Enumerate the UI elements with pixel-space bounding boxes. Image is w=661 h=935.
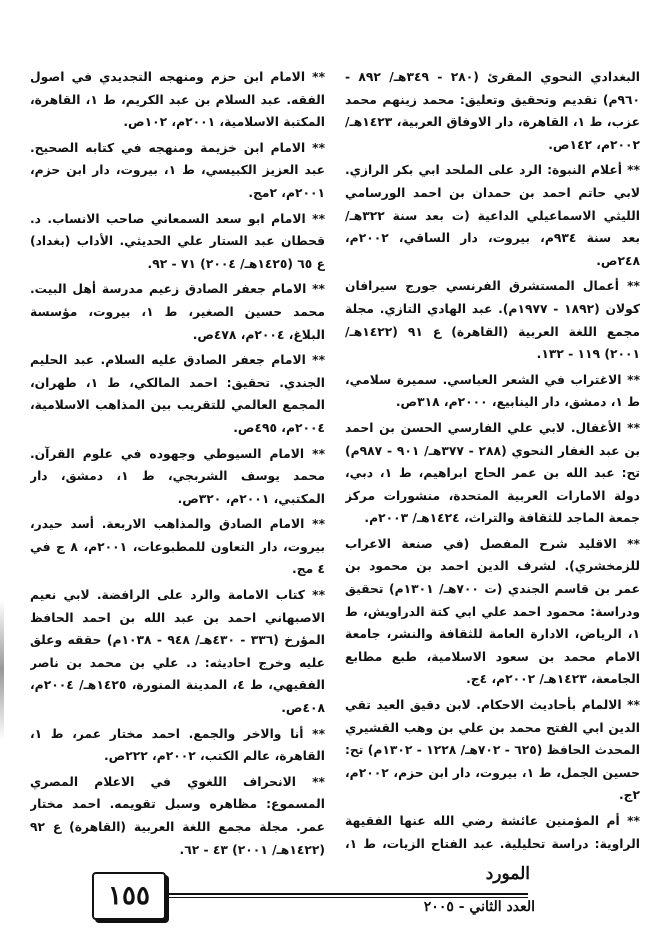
bibliography-entry: ** الامام جعفر الصادق عليه السلام. عبد الحليم الجندي. تحقيق: احمد المالكي، ط ١، طهران، المجمع العالمي للتقريب بين المذاهب الاسلامية، ٢٠٠٤م، ٤٩٥ص. <box>30 353 325 435</box>
bibliography-entry: ** الانحراف اللغوي في الاعلام المصري المسموع: مظاهره وسبل تقويمه. احمد مختار عمر. مجلة مجمع اللغة العربية (القاهرة) ع ٩٢ (١٤٢٢هـ/ ٢٠٠١) ٤٣ - ٦٢. <box>30 774 325 856</box>
issue-label: العدد الثاني - ٢٠٠٥ <box>423 899 535 915</box>
bibliography-entry: ** الامام ابو سعد السمعاني صاحب الانساب. د. قحطان عبد الستار علي الحديثي. الأداب (بغداد) ع ٦٥ (١٤٢٥هـ/ ٢٠٠٤) ٧١ - ٩٢. <box>30 211 325 271</box>
bibliography-entry: ** الامام جعفر الصادق زعيم مدرسة أهل البيت. محمد حسين الصغير، ط ١، بيروت، مؤسسة البلاغ، ٢٠٠٤م، ٤٧٨ص. <box>30 282 325 342</box>
scan-edge-shadow <box>0 600 4 740</box>
bibliography-entry: ** الامام الصادق والمذاهب الاربعة. أسد حيدر، بيروت، دار التعاون للمطبوعات، ٢٠٠١م، ٨ ج في ٤ مج. <box>30 517 325 577</box>
bibliography-entry: ** الامام السيوطي وجهوده في علوم القرآن. محمد يوسف الشربجي، ط ١، دمشق، دار المكتبي، ٢٠٠١م، ٣٢٠ص. <box>30 446 325 506</box>
page-number: ١٥٥ <box>92 872 166 920</box>
bibliography-entry: ** أعلام النبوة: الرد على الملحد ابي بكر الرازي. لابي حاتم احمد بن حمدان بن احمد الورسامي الليثي الاسماعيلي الداعية (ت بعد سنة ٣٢٢هـ/ بعد سنة ٩٣٤م، بيروت، دار الساقي، ٢٠٠٢م، ٢٤٨ص. <box>345 163 640 268</box>
bibliography-entry: ** الأغفال. لابي علي الفارسي الحسن بن احمد بن عبد الغفار النحوي (٢٨٨ - ٣٧٧هـ/ ٩٠١ - ٩٨٧م) تح: عبد الله بن عمر الحاج ابراهيم، ط ١، دبي، دولة الامارات العربية المتحدة، منشورات مركز جمعة الماجد للثقافة والتراث، ١٤٢٤هـ/ ٢٠٠٣م. <box>345 420 640 526</box>
bibliography-entry: ** الاقليد شرح المفصل (في صنعة الاعراب للزمخشري). لشرف الدين احمد بن محمود بن عمر بن قاسم الجندي (ت ٧٠٠هـ/ ١٣٠١م) تحقيق ودراسة: محمود احمد علي ابي كتة الدراويش، ط ١، الرياض، الادارة العامة للثقافة والنشر، جامعة الامام محمد بن سعود الاسلامية، طبع مطابع الجامعة، ١٤٢٣هـ/ ٢٠٠٢م، ٤ج. <box>345 536 640 687</box>
bibliography-entry: ** أنا والاخر والجمع. احمد مختار عمر، ط ١، القاهرة، عالم الكتب، ٢٠٠٢م، ٢٢٢ص. <box>30 726 325 764</box>
bibliography-entry: البغدادي النحوي المقرئ (٢٨٠ - ٣٤٩هـ/ ٨٩٢ - ٩٦٠م) تقديم وتحقيق وتعليق: محمد زينهم محمد عزب، ط ١، القاهرة، دار الاوفاق العربية، ١٤٢٣هـ/ ٢٠٠٢م، ١٤٢ص. <box>345 70 640 152</box>
footer-rule-thin <box>150 897 528 898</box>
footer-rule <box>150 893 528 895</box>
bibliography-entry: ** الالمام بأحاديث الاحكام. لابن دقيق العيد تقي الدين ابي الفتح محمد بن علي بن وهب القشيري المحدث الحافظ (٦٢٥ - ٧٠٢هـ/ ١٢٢٨ - ١٣٠٢م) تح: حسين الجمل، ط ١، بيروت، دار ابن حزم، ٢٠٠٢م، ٢ج. <box>345 698 640 803</box>
bibliography-entry: ** أم المؤمنين عائشة رضي الله عنها الفقيهة الراوية: دراسة تحليلية. عبد الفتاح الزيات، ط ١، <box>345 814 640 851</box>
bibliography-entry: ** الاغتراب في الشعر العباسي. سميرة سلامي، ط ١، دمشق، دار الينابيع، ٢٠٠٠م، ٣١٨ص. <box>345 372 640 410</box>
right-column <box>345 66 640 856</box>
bibliography-entry: ** الامام ابن حزم ومنهجه التجديدي في اصول الفقه. عبد السلام بن عبد الكريم، ط ١، القاهرة، المكتبة الاسلامية، ٢٠٠١م، ١٠٢ص. <box>30 70 325 130</box>
journal-name: المورد <box>485 864 530 884</box>
bibliography-entry: ** أعمال المستشرق الفرنسي جورج سيرافان كولان (١٨٩٢ - ١٩٧٧م). عبد الهادي التازي. مجلة مجمع اللغة العربية (القاهرة) ع ٩١ (١٤٢٢هـ/ ٢٠٠١) ١١٩ - ١٣٢. <box>345 279 640 362</box>
bibliography-entry: ** الامام ابن خزيمة ومنهجه في كتابه الصحيح. عبد العزيز الكبيسي، ط ١، بيروت، دار ابن حزم، ٢٠٠١م، ٢مج. <box>30 140 325 200</box>
bibliography-entry: ** كتاب الامامة والرد على الرافضة. لابي نعيم الاصبهاني احمد بن عبد الله بن احمد الحافظ المؤرخ (٣٣٦ - ٤٣٠هـ/ ٩٤٨ - ١٠٣٨م) حققه وعلق عليه وخرج احاديثه: د. علي بن محمد بن ناصر الفقيهي، ط ٤، المدينة المنورة، ١٤٢٥هـ/ ٢٠٠٤م، ٤٠٨ص. <box>30 588 325 716</box>
left-column <box>30 66 325 856</box>
